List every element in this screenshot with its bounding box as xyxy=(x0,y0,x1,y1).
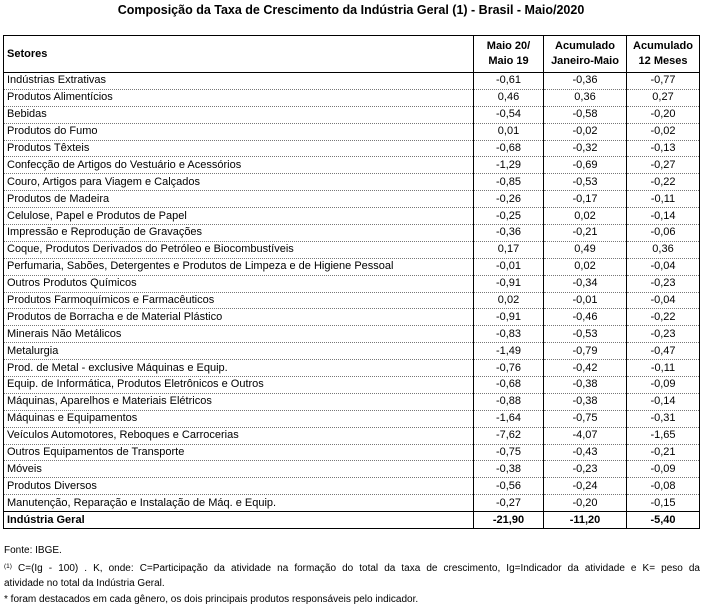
table-row xyxy=(4,495,700,512)
row-sector: Máquinas e Equipamentos xyxy=(4,410,474,427)
row-may-20-vs-may-19: -0,91 xyxy=(474,309,544,326)
row-accumulated-12-months: -0,20 xyxy=(627,106,700,123)
row-sector: Minerais Não Metálicos xyxy=(4,326,474,343)
row-accumulated-12-months: -0,15 xyxy=(627,495,700,512)
footnote-1-continuation: atividade no total da Indústria Geral. xyxy=(4,576,700,592)
row-accumulated-12-months: -0,22 xyxy=(627,309,700,326)
row-accumulated-jan-may: -0,38 xyxy=(544,393,627,410)
table-header-row xyxy=(4,36,700,73)
row-accumulated-jan-may: -0,53 xyxy=(544,174,627,191)
row-accumulated-jan-may: -0,46 xyxy=(544,309,627,326)
row-accumulated-jan-may: -0,23 xyxy=(544,461,627,478)
row-accumulated-12-months: -0,06 xyxy=(627,225,700,242)
row-accumulated-12-months: -0,22 xyxy=(627,174,700,191)
row-accumulated-jan-may: -0,02 xyxy=(544,123,627,140)
row-accumulated-12-months: -0,31 xyxy=(627,410,700,427)
table-row xyxy=(4,73,700,90)
row-accumulated-12-months: -0,09 xyxy=(627,377,700,394)
row-accumulated-jan-may: -0,34 xyxy=(544,275,627,292)
table-row xyxy=(4,258,700,275)
row-accumulated-12-months: -0,08 xyxy=(627,478,700,495)
row-sector: Equip. de Informática, Produtos Eletrônicos e Outros xyxy=(4,377,474,394)
total-may-20-vs-may-19: -21,90 xyxy=(474,512,544,529)
row-accumulated-12-months: -0,11 xyxy=(627,360,700,377)
table-row xyxy=(4,393,700,410)
row-accumulated-jan-may: -4,07 xyxy=(544,427,627,444)
row-accumulated-jan-may: 0,02 xyxy=(544,208,627,225)
table-row xyxy=(4,461,700,478)
row-accumulated-12-months: -0,14 xyxy=(627,208,700,225)
row-may-20-vs-may-19: -0,25 xyxy=(474,208,544,225)
row-accumulated-12-months: 0,27 xyxy=(627,89,700,106)
row-accumulated-12-months: -0,02 xyxy=(627,123,700,140)
row-may-20-vs-may-19: -0,36 xyxy=(474,225,544,242)
total-accumulated-12-months: -5,40 xyxy=(627,512,700,529)
header-accumulated-12-months: Acumulado 12 Meses xyxy=(627,36,700,73)
row-may-20-vs-may-19: -0,26 xyxy=(474,191,544,208)
row-may-20-vs-may-19: 0,01 xyxy=(474,123,544,140)
header-accumulated-jan-may: Acumulado Janeiro-Maio xyxy=(544,36,627,73)
row-sector: Máquinas, Aparelhos e Materiais Elétricos xyxy=(4,393,474,410)
row-sector: Celulose, Papel e Produtos de Papel xyxy=(4,208,474,225)
table-notes xyxy=(4,543,700,607)
row-sector: Bebidas xyxy=(4,106,474,123)
row-accumulated-jan-may: -0,58 xyxy=(544,106,627,123)
row-sector: Couro, Artigos para Viagem e Calçados xyxy=(4,174,474,191)
row-sector: Produtos Têxteis xyxy=(4,140,474,157)
row-accumulated-12-months: -1,65 xyxy=(627,427,700,444)
row-may-20-vs-may-19: -0,27 xyxy=(474,495,544,512)
table-total-row xyxy=(4,512,700,529)
row-accumulated-12-months: -0,14 xyxy=(627,393,700,410)
row-sector: Produtos de Borracha e de Material Plástico xyxy=(4,309,474,326)
row-sector: Perfumaria, Sabões, Detergentes e Produtos de Limpeza e de Higiene Pessoal xyxy=(4,258,474,275)
table-row xyxy=(4,478,700,495)
header-sectors: Setores xyxy=(4,36,474,73)
row-accumulated-jan-may: 0,49 xyxy=(544,241,627,258)
row-accumulated-jan-may: -0,38 xyxy=(544,377,627,394)
total-sector: Indústria Geral xyxy=(4,512,474,529)
row-sector: Veículos Automotores, Reboques e Carrocerias xyxy=(4,427,474,444)
row-sector: Móveis xyxy=(4,461,474,478)
table-row xyxy=(4,123,700,140)
row-accumulated-jan-may: -0,01 xyxy=(544,292,627,309)
table-row xyxy=(4,89,700,106)
row-accumulated-12-months: -0,04 xyxy=(627,258,700,275)
row-accumulated-jan-may: -0,17 xyxy=(544,191,627,208)
row-may-20-vs-may-19: -0,38 xyxy=(474,461,544,478)
row-accumulated-12-months: -0,27 xyxy=(627,157,700,174)
row-accumulated-jan-may: -0,69 xyxy=(544,157,627,174)
row-sector: Indústrias Extrativas xyxy=(4,73,474,90)
table-row xyxy=(4,410,700,427)
table-row xyxy=(4,157,700,174)
row-accumulated-jan-may: 0,36 xyxy=(544,89,627,106)
row-accumulated-jan-may: -0,36 xyxy=(544,73,627,90)
row-accumulated-jan-may: -0,32 xyxy=(544,140,627,157)
row-accumulated-12-months: -0,47 xyxy=(627,343,700,360)
row-accumulated-12-months: -0,09 xyxy=(627,461,700,478)
row-sector: Produtos Diversos xyxy=(4,478,474,495)
row-accumulated-jan-may: -0,43 xyxy=(544,444,627,461)
row-accumulated-12-months: -0,23 xyxy=(627,275,700,292)
row-accumulated-12-months: -0,04 xyxy=(627,292,700,309)
row-may-20-vs-may-19: -0,54 xyxy=(474,106,544,123)
table-row xyxy=(4,343,700,360)
row-sector: Outros Produtos Químicos xyxy=(4,275,474,292)
row-accumulated-jan-may: -0,24 xyxy=(544,478,627,495)
table-row xyxy=(4,140,700,157)
row-accumulated-jan-may: -0,21 xyxy=(544,225,627,242)
row-accumulated-12-months: -0,11 xyxy=(627,191,700,208)
table-row xyxy=(4,174,700,191)
row-may-20-vs-may-19: -1,29 xyxy=(474,157,544,174)
row-may-20-vs-may-19: -0,56 xyxy=(474,478,544,495)
row-accumulated-jan-may: -0,75 xyxy=(544,410,627,427)
row-accumulated-jan-may: 0,02 xyxy=(544,258,627,275)
row-may-20-vs-may-19: -0,01 xyxy=(474,258,544,275)
row-accumulated-12-months: 0,36 xyxy=(627,241,700,258)
row-sector: Confecção de Artigos do Vestuário e Acessórios xyxy=(4,157,474,174)
table-row xyxy=(4,360,700,377)
table-row xyxy=(4,208,700,225)
row-may-20-vs-may-19: -0,76 xyxy=(474,360,544,377)
row-may-20-vs-may-19: -0,68 xyxy=(474,140,544,157)
header-may-20-vs-may-19: Maio 20/ Maio 19 xyxy=(474,36,544,73)
total-accumulated-jan-may: -11,20 xyxy=(544,512,627,529)
row-may-20-vs-may-19: -0,91 xyxy=(474,275,544,292)
row-sector: Produtos Farmoquímicos e Farmacêuticos xyxy=(4,292,474,309)
row-may-20-vs-may-19: -0,88 xyxy=(474,393,544,410)
table-row xyxy=(4,326,700,343)
table-row xyxy=(4,444,700,461)
table-row xyxy=(4,191,700,208)
row-may-20-vs-may-19: -0,61 xyxy=(474,73,544,90)
row-may-20-vs-may-19: 0,17 xyxy=(474,241,544,258)
row-may-20-vs-may-19: -7,62 xyxy=(474,427,544,444)
row-may-20-vs-may-19: -1,64 xyxy=(474,410,544,427)
row-sector: Manutenção, Reparação e Instalação de Máq. e Equip. xyxy=(4,495,474,512)
row-sector: Produtos Alimentícios xyxy=(4,89,474,106)
page-title: Composição da Taxa de Crescimento da Indústria Geral (1) - Brasil - Maio/2020 xyxy=(0,3,702,17)
row-accumulated-jan-may: -0,42 xyxy=(544,360,627,377)
row-accumulated-12-months: -0,21 xyxy=(627,444,700,461)
row-accumulated-jan-may: -0,79 xyxy=(544,343,627,360)
row-may-20-vs-may-19: -0,75 xyxy=(474,444,544,461)
table-row xyxy=(4,377,700,394)
table-row xyxy=(4,309,700,326)
table-row xyxy=(4,292,700,309)
table-row xyxy=(4,225,700,242)
row-accumulated-12-months: -0,23 xyxy=(627,326,700,343)
table-row xyxy=(4,275,700,292)
source-note: Fonte: IBGE. xyxy=(4,543,700,559)
row-may-20-vs-may-19: 0,46 xyxy=(474,89,544,106)
footnote-1: $^{(1)}$ C=(Ig - 100) . K, onde: C=Participação da atividade na formação do total da taxa de crescimento, Ig=Indicador da atividade e K= peso da xyxy=(4,559,700,577)
asterisk-note: * foram destacados em cada gênero, os dois principais produtos responsáveis pelo indicador. xyxy=(4,592,700,607)
row-may-20-vs-may-19: -0,83 xyxy=(474,326,544,343)
row-sector: Coque, Produtos Derivados do Petróleo e Biocombustíveis xyxy=(4,241,474,258)
row-sector: Prod. de Metal - exclusive Máquinas e Equip. xyxy=(4,360,474,377)
row-sector: Metalurgia xyxy=(4,343,474,360)
table-row xyxy=(4,427,700,444)
row-accumulated-jan-may: -0,20 xyxy=(544,495,627,512)
row-may-20-vs-may-19: 0,02 xyxy=(474,292,544,309)
row-accumulated-12-months: -0,77 xyxy=(627,73,700,90)
table-row xyxy=(4,106,700,123)
row-sector: Outros Equipamentos de Transporte xyxy=(4,444,474,461)
row-sector: Produtos de Madeira xyxy=(4,191,474,208)
row-sector: Impressão e Reprodução de Gravações xyxy=(4,225,474,242)
growth-composition-table xyxy=(3,35,700,529)
row-may-20-vs-may-19: -1,49 xyxy=(474,343,544,360)
row-may-20-vs-may-19: -0,85 xyxy=(474,174,544,191)
row-accumulated-12-months: -0,13 xyxy=(627,140,700,157)
row-sector: Produtos do Fumo xyxy=(4,123,474,140)
row-may-20-vs-may-19: -0,68 xyxy=(474,377,544,394)
row-accumulated-jan-may: -0,53 xyxy=(544,326,627,343)
table-row xyxy=(4,241,700,258)
